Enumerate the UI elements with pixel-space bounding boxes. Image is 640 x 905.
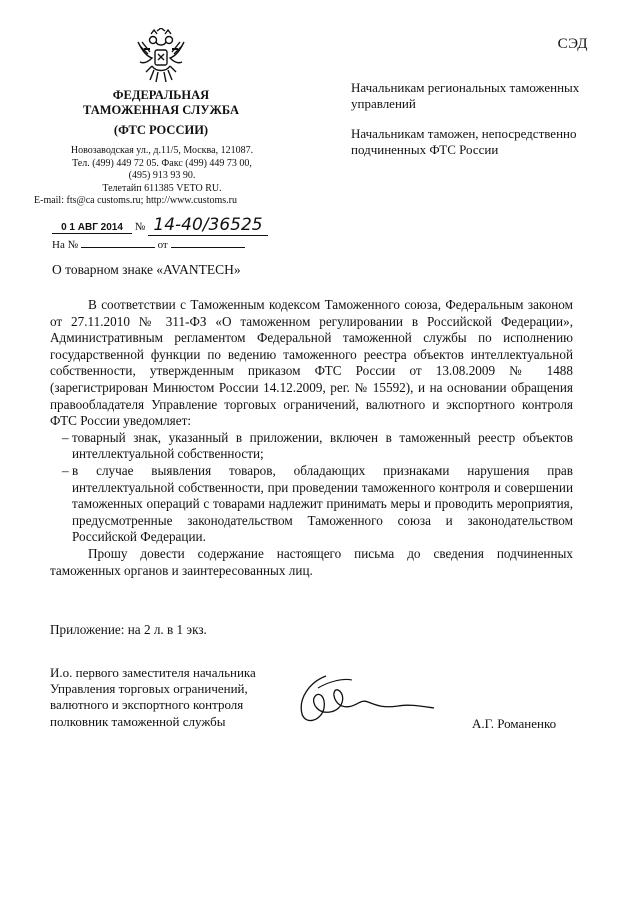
contact-block [28,145,296,208]
attachment-note: Приложение: на 2 л. в 1 экз. [50,622,207,637]
addressee-2: Начальникам таможен, непосредственно подчиненных ФТС России [351,126,577,157]
coat-of-arms-icon [136,28,186,84]
dash-marker: – [62,429,69,445]
paragraph-main: В соответствии с Таможенным кодексом Таможенного союза, Федеральным законом от 27.11.2010 № 311-ФЗ «О таможенном регулировании в Российской Федерации», Административным регламентом Федеральной таможенной службы по исполнению государственной функции по ведению таможенного реестра объектов интеллектуальной собственности, утвержденным приказом ФТС России от 13.08.2009 № 1488 (зарегистрирован Минюстом России 14.12.2009, рег. № 15592), и на основании обращения правообладателя Управление торговых ограничений, валютного и экспортного контроля ФТС России уведомляет: [50,297,573,429]
registration-date: 0 1 АВГ 2014 [52,222,132,234]
reference-label: На № [52,239,79,251]
signatory-line-4: полковник таможенной службы [50,713,226,729]
reference-from-label: от [157,239,168,251]
handwritten-signature-icon [288,668,438,734]
org-name-line2: ТАМОЖЕННАЯ СЛУЖБА [83,103,239,117]
phone-2: (495) 913 93 90. [128,170,196,182]
list-item-text: в случае выявления товаров, обладающих признаками нарушения прав интеллектуальной собственности, при проведении таможенного контроля и совершении таможенных операций с товарами надлежит принимать меры и проводить мероприятия, предусмотренные законодательством Таможенного союза и законодательством Российской Федерации. [72,462,573,545]
signatory-line-2: Управления торговых ограничений, [50,681,248,697]
subject: О товарном знаке «AVANTECH» [52,262,241,277]
address: Новозаводская ул., д.11/5, Москва, 121087. [70,145,254,156]
paragraph-request: Прошу довести содержание настоящего письма до сведения подчиненных таможенных органов и заинтересованных лиц. [50,545,573,578]
addressee-1: Начальникам региональных таможенных управлений [351,80,580,111]
letter-body [50,297,573,579]
list-item [50,463,573,546]
phone: Тел. (499) 449 72 05. Факс (499) 449 73 00, [72,157,252,169]
signatory-name: А.Г. Романенко [472,716,557,731]
signatory-line-1: И.о. первого заместителя начальника [50,665,256,680]
signatory-title [50,665,310,730]
teletype: Телетайп 611385 VETO RU. [102,182,222,194]
reference-line [52,237,245,251]
list-item-text: товарный знак, указанный в приложении, включен в таможенный реестр объектов интеллектуальной собственности; [72,429,573,462]
dash-marker: – [62,462,69,478]
reference-date-blank [171,237,245,248]
registration-number: 14-40/36525 [148,215,268,236]
number-label: № [134,221,146,233]
list-item [50,430,573,463]
reference-number-blank [81,237,155,248]
org-abbreviation: (ФТС РОССИИ) [113,123,209,137]
signatory-line-3: валютного и экспортного контроля [50,697,244,713]
document-mark: СЭД [557,36,588,52]
org-name-line1: ФЕДЕРАЛЬНАЯ [112,88,210,102]
email-web: E-mail: fts@ca customs.ru; http://www.customs.ru [34,195,237,207]
registration-line [52,215,312,236]
